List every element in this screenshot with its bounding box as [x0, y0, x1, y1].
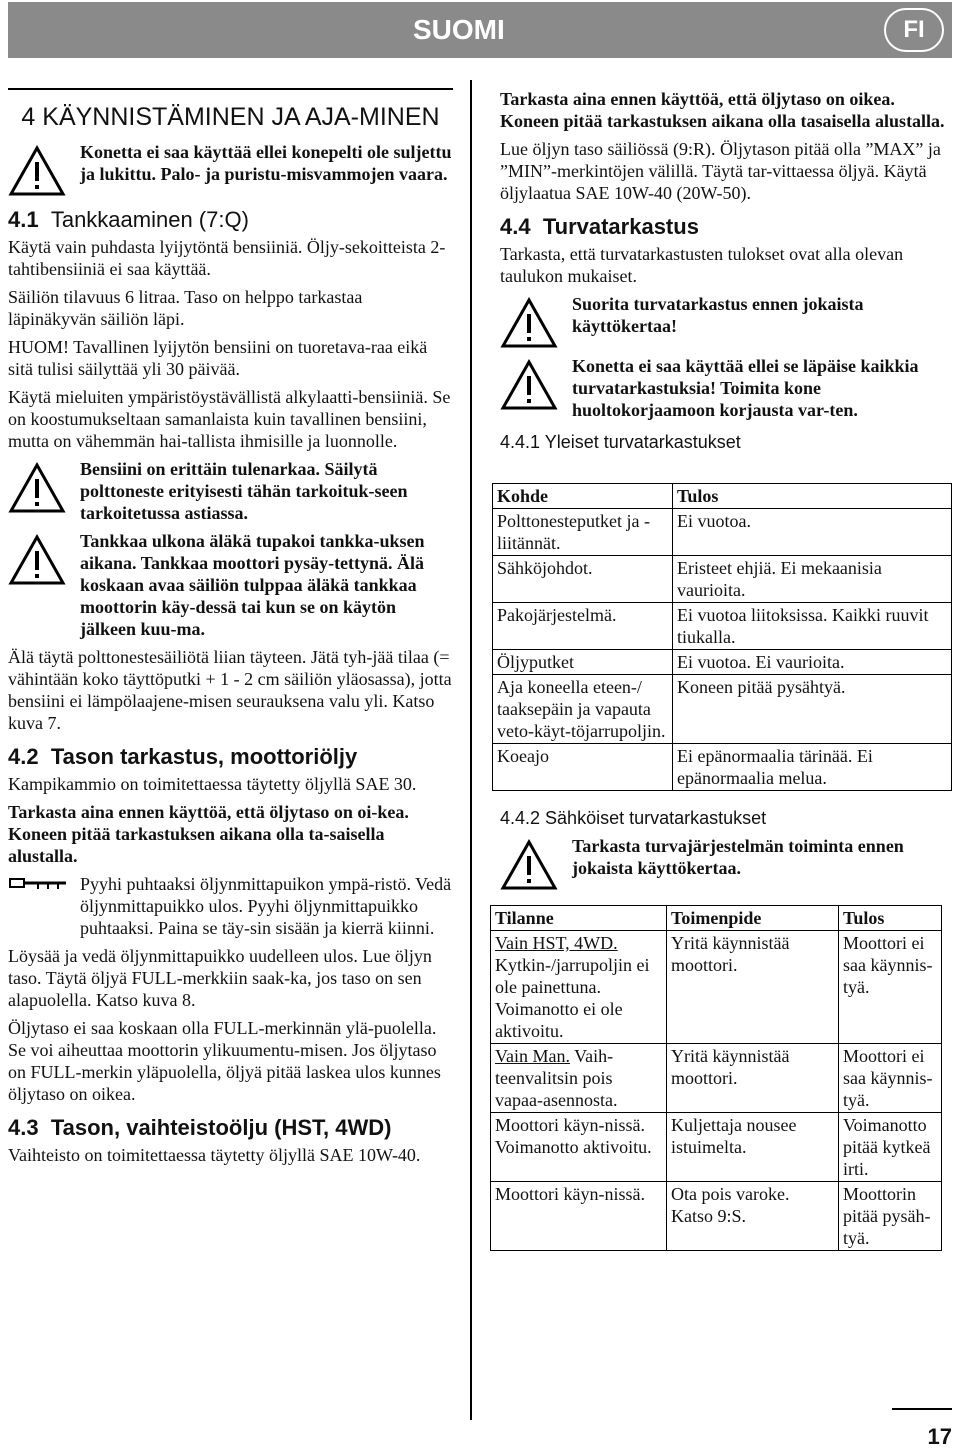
model-note: Vain Man.: [495, 1046, 570, 1066]
subsection-heading-4-4-1: 4.4.1 Yleiset turvatarkastukset: [500, 432, 741, 452]
table-cell: Ei epänormaalia tärinää. Ei epänormaalia melua.: [673, 744, 952, 791]
table-cell: Ota pois varoke. Katso 9:S.: [667, 1182, 839, 1251]
table-cell: Polttonesteputket ja -liitännät.: [493, 509, 673, 556]
language-title: SUOMI: [413, 14, 505, 45]
table-row: [491, 931, 942, 1044]
paragraph: Tarkasta aina ennen käyttöä, että öljytaso on oi-kea. Koneen pitää tarkastuksen aikana olla ta-saisella alustalla.: [8, 802, 409, 866]
table-cell: Koneen pitää pysähtyä.: [673, 675, 952, 744]
warning-block: [8, 458, 453, 524]
condition-text: Kytkin-/jarrupoljin ei ole painettuna. Voimanotto ei ole aktivoitu.: [495, 955, 650, 1041]
warning-triangle-icon: [8, 462, 66, 514]
table-cell: Ei vuotoa.: [673, 509, 952, 556]
right-column: [495, 88, 952, 1251]
subsection-heading-4-4-2: 4.4.2 Sähköiset turvatarkastukset: [500, 808, 767, 828]
table-cell: Koeajo: [493, 744, 673, 791]
table-cell: Sähköjohdot.: [493, 556, 673, 603]
paragraph: Tarkasta aina ennen käyttöä, että öljytaso on oikea. Koneen pitää tarkastuksen aikana olla tasaisella alustalla.: [500, 89, 945, 131]
warning-block: [500, 835, 952, 891]
section-title: Tankkaaminen (7:Q): [50, 207, 249, 232]
warning-text: Suorita turvatarkastus ennen jokaista käyttökertaa!: [572, 294, 864, 336]
table-cell: Eristeet ehjiä. Ei mekaanisia vaurioita.: [673, 556, 952, 603]
table-header-row: [491, 906, 942, 931]
language-badge: FI: [884, 8, 944, 52]
table-row: [493, 675, 952, 744]
paragraph: Tarkasta, että turvatarkastusten tulokset ovat alla olevan taulukon mukaiset.: [500, 244, 904, 286]
paragraph: Säiliön tilavuus 6 litraa. Taso on helppo tarkastaa läpinäkyvän säiliön läpi.: [8, 287, 363, 329]
warning-block: [8, 141, 453, 197]
table-row: [493, 650, 952, 675]
section-heading-4-4: [500, 214, 952, 239]
section-heading-4-1: [8, 207, 453, 232]
table-cell: Yritä käynnistää moottori.: [667, 931, 839, 1044]
table-cell: Yritä käynnistää moottori.: [667, 1044, 839, 1113]
table-header-cell: Toimenpide: [667, 906, 839, 931]
table-header-cell: Tulos: [839, 906, 942, 931]
paragraph: Löysää ja vedä öljynmittapuikko uudelleen ulos. Lue öljyn taso. Täytä öljyä FULL-merkkiin saak-ka, jos taso on sen alapuolella. Katso kuva 8.: [8, 946, 432, 1010]
section-title: Tason tarkastus, moottoriöljy: [50, 744, 358, 769]
paragraph: Kampikammio on toimitettaessa täytetty öljyllä SAE 30.: [8, 774, 417, 794]
warning-triangle-icon: [500, 359, 558, 411]
section-number: 4.3: [8, 1115, 39, 1140]
table-header-row: [493, 484, 952, 509]
paragraph: Älä täytä polttonestesäiliötä liian täyteen. Jätä tyh-jää tilaa (= vähintään koko täyttöputki + 1 - 2 cm säiliön yläosassa), jotta bensiini ei lämpölaajene-misen seurauksena valu yli. Katso kuva 7.: [8, 647, 452, 733]
paragraph: Öljytaso ei saa koskaan olla FULL-merkinnän ylä-puolella. Se voi aiheuttaa moottorin ylikuumentu-misen. Jos öljytaso on FULL-merkin yläpuolella, öljyä pitää laskea ulos kunnes öljytaso on oikea.: [8, 1018, 441, 1104]
warning-triangle-icon: [500, 839, 558, 891]
warning-text: Tankkaa ulkona äläkä tupakoi tankka-uksen aikana. Tankkaa moottori pysäy-tettynä. Älä koskaan avaa säiliön tulppaa äläkä tankkaa moottorin käy-dessä tai kun se on käytön jälkeen kuu-ma.: [80, 531, 425, 639]
model-note: Vain HST, 4WD.: [495, 933, 618, 953]
warning-text: Tarkasta turvajärjestelmän toiminta ennen jokaista käyttökertaa.: [572, 836, 904, 878]
left-column: [8, 88, 453, 1172]
table-header-cell: Tilanne: [491, 906, 667, 931]
warning-text: Konetta ei saa käyttää ellei konepelti ole suljettu ja lukittu. Palo- ja puristu-misvammojen vaara.: [80, 142, 452, 184]
table-cell: Ei vuotoa liitoksissa. Kaikki ruuvit tiukalla.: [673, 603, 952, 650]
paragraph: Lue öljyn taso säiliössä (9:R). Öljytason pitää olla ”MAX” ja ”MIN”-merkintöjen välillä. Täytä tar-vittaessa öljyä. Käytä öljylaatua SAE 10W-40 (20W-50).: [500, 139, 941, 203]
paragraph: Käytä mieluiten ympäristöystävällistä alkylaatti-bensiiniä. Se on koostumukseltaan samanlaista kuin tavallinen bensiini, mutta on vähemmän hai-tallista ihmisille ja luonnolle.: [8, 387, 451, 451]
section-title: Tason, vaihteistoölju (HST, 4WD): [50, 1115, 392, 1140]
table-cell: Öljyputket: [493, 650, 673, 675]
table-cell: Moottorin pitää pysäh-tyä.: [839, 1182, 942, 1251]
section-heading-4-2: [8, 744, 453, 769]
table-row: [493, 603, 952, 650]
section-number: 4.4: [500, 214, 531, 239]
oil-dipstick-icon: [8, 875, 70, 897]
warning-block: [500, 355, 952, 421]
paragraph: Vaihteisto on toimitettaessa täytetty öljyllä SAE 10W-40.: [8, 1145, 421, 1165]
chapter-title: 4 KÄYNNISTÄMINEN JA AJA-MINEN: [21, 103, 440, 131]
table-cell: Moottori ei saa käynnis-tyä.: [839, 1044, 942, 1113]
table-cell: Kuljettaja nousee istuimelta.: [667, 1113, 839, 1182]
section-title: Turvatarkastus: [542, 214, 699, 239]
table-header-cell: Kohde: [493, 484, 673, 509]
paragraph: Käytä vain puhdasta lyijytöntä bensiiniä. Öljy-sekoitteista 2-tahtibensiiniä ei saa käyttää.: [8, 237, 446, 279]
table-cell: Ei vuotoa. Ei vaurioita.: [673, 650, 952, 675]
table-cell: [491, 1044, 667, 1113]
warning-text: Konetta ei saa käyttää ellei se läpäise kaikkia turvatarkastuksia! Toimita kone huoltokorjaamoon korjausta var-ten.: [572, 356, 919, 420]
table-cell: [491, 931, 667, 1044]
table-row: [491, 1182, 942, 1251]
table-row: [493, 744, 952, 791]
page-number: 17: [892, 1408, 952, 1450]
table-cell: Pakojärjestelmä.: [493, 603, 673, 650]
warning-text: Bensiini on erittäin tulenarkaa. Säilytä polttoneste erityisesti tähän tarkoituk-seen tarkoitetussa astiassa.: [80, 459, 408, 523]
tool-instruction: [8, 873, 453, 945]
table-row: [491, 1113, 942, 1182]
table-cell: Moottori ei saa käynnis-tyä.: [839, 931, 942, 1044]
table-row: [493, 556, 952, 603]
table-cell: Aja koneella eteen-/ taaksepäin ja vapauta veto-käyt-töjarrupoljin.: [493, 675, 673, 744]
warning-triangle-icon: [500, 297, 558, 349]
section-heading-4-3: [8, 1115, 453, 1140]
column-divider: [470, 80, 472, 1420]
warning-triangle-icon: [8, 145, 66, 197]
table-row: [491, 1044, 942, 1113]
warning-block: [8, 530, 453, 640]
table-row: [493, 509, 952, 556]
page-header: [8, 2, 952, 58]
table-cell: Voimanotto pitää kytkeä irti.: [839, 1113, 942, 1182]
table-cell: Moottori käyn-nissä. Voimanotto aktivoitu.: [491, 1113, 667, 1182]
section-number: 4.2: [8, 744, 39, 769]
general-safety-table: [492, 483, 952, 791]
paragraph: HUOM! Tavallinen lyijytön bensiini on tuoretava-raa eikä sitä tulisi säilyttää yli 30 päivää.: [8, 337, 428, 379]
condition-text: Vaih-teenvalitsin pois vapaa-asennosta.: [495, 1046, 618, 1110]
table-header-cell: Tulos: [673, 484, 952, 509]
warning-triangle-icon: [8, 534, 66, 586]
table-cell: Moottori käyn-nissä.: [491, 1182, 667, 1251]
section-number: 4.1: [8, 207, 39, 232]
electrical-safety-table: [490, 905, 942, 1251]
warning-block: [500, 293, 952, 349]
paragraph: Pyyhi puhtaaksi öljynmittapuikon ympä-ristö. Vedä öljynmittapuikko ulos. Pyyhi öljynmittapuikko puhtaaksi. Paina se täy-sin sisään ja kierrä kiinni.: [80, 874, 452, 938]
